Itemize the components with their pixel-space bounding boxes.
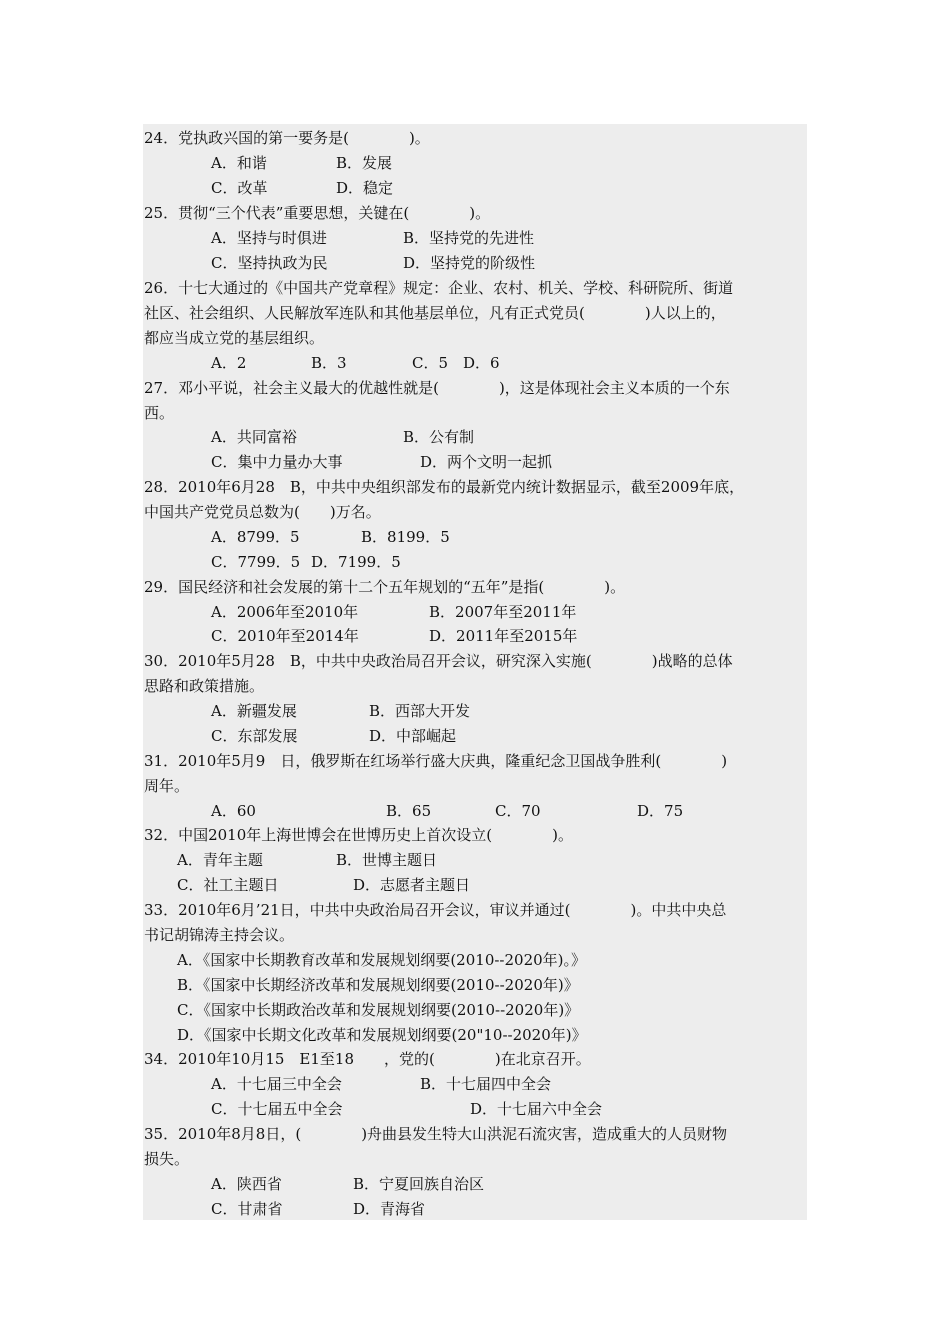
- question-30-option-d: D．中部崛起: [369, 727, 457, 745]
- question-31-option-b: B．65: [386, 802, 432, 820]
- question-33-stem-line-2: 书记胡锦涛主持会议。: [144, 926, 295, 944]
- question-33-option-d: D．《国家中长期文化改革和发展规划纲要(20"10--2020年)》: [177, 1026, 587, 1044]
- question-25-option-b: B．坚持党的先进性: [403, 229, 535, 247]
- question-25-option-d: D．坚持党的阶级性: [403, 254, 536, 272]
- question-27-option-a: A．共同富裕: [211, 428, 297, 446]
- question-27-stem-line-1: 27．邓小平说，社会主义最大的优越性就是( )，这是体现社会主义本质的一个东: [144, 379, 730, 397]
- question-32-option-c: C．社工主题日: [177, 876, 279, 894]
- question-29-option-c: C．2010年至2014年: [211, 627, 359, 645]
- question-33-option-b: B．《国家中长期经济改革和发展规划纲要(2010--2020年)》: [177, 976, 579, 994]
- question-29-option-b: B．2007年至2011年: [429, 603, 577, 621]
- question-35-option-d: D．青海省: [353, 1200, 426, 1218]
- question-34-stem: 34．2010年10月15 E1至18 ，党的( )在北京召开。: [144, 1050, 591, 1068]
- question-29-stem: 29．国民经济和社会发展的第十二个五年规划的“五年”是指( )。: [144, 578, 626, 596]
- question-24-option-d: D．稳定: [336, 179, 394, 197]
- question-27-option-d: D．两个文明一起抓: [420, 453, 553, 471]
- question-27-stem-line-2: 西。: [144, 404, 175, 422]
- question-26-stem-line-1: 26．十七大通过的《中国共产党章程》规定：企业、农村、机关、学校、科研院所、街道: [144, 279, 734, 297]
- question-31-stem-line-1: 31．2010年5月9 日，俄罗斯在红场举行盛大庆典，隆重纪念卫国战争胜利( ): [144, 752, 728, 770]
- question-35-stem-line-2: 损失。: [144, 1150, 190, 1168]
- question-28-option-a: A．8799．5: [211, 528, 300, 546]
- question-35-option-a: A．陕西省: [211, 1175, 282, 1193]
- question-32-stem: 32．中国2010年上海世博会在世博历史上首次设立( )。: [144, 826, 573, 844]
- question-30-stem-line-1: 30．2010年5月28 B，中共中央政治局召开会议，研究深入实施( )战略的总体: [144, 652, 733, 670]
- question-34-option-c: C．十七届五中全会: [211, 1100, 343, 1118]
- question-35-option-c: C．甘肃省: [211, 1200, 283, 1218]
- question-35-option-b: B．宁夏回族自治区: [353, 1175, 485, 1193]
- question-25-stem: 25．贯彻“三个代表”重要思想，关键在( )。: [144, 204, 491, 222]
- question-28-stem-line-1: 28．2010年6月28 B，中共中央组织部发布的最新党内统计数据显示，截至2009年底，: [144, 478, 745, 496]
- question-30-stem-line-2: 思路和政策措施。: [144, 677, 265, 695]
- question-33-option-a: A．《国家中长期教育改革和发展规划纲要(2010--2020年)。》: [177, 951, 587, 969]
- question-33-option-c: C．《国家中长期政治改革和发展规划纲要(2010--2020年)》: [177, 1001, 580, 1019]
- question-24-option-c: C．改革: [211, 179, 268, 197]
- question-35-stem-line-1: 35．2010年8月8日，( )舟曲县发生特大山洪泥石流灾害，造成重大的人员财物: [144, 1125, 728, 1143]
- question-24-stem: 24．党执政兴国的第一要务是( )。: [144, 129, 430, 147]
- question-26-option-c: C．5: [412, 354, 449, 372]
- question-32-option-b: B．世博主题日: [336, 851, 438, 869]
- question-28-option-c: C．7799．5: [211, 553, 301, 571]
- question-32-option-a: A．青年主题: [177, 851, 263, 869]
- question-31-option-d: D．75: [637, 802, 684, 820]
- question-31-option-a: A．60: [211, 802, 256, 820]
- question-26-option-d: D．6: [463, 354, 500, 372]
- question-32-option-d: D．志愿者主题日: [353, 876, 471, 894]
- question-27-option-b: B．公有制: [403, 428, 475, 446]
- question-26-stem-line-3: 都应当成立党的基层组织。: [144, 329, 325, 347]
- question-25-option-c: C．坚持执政为民: [211, 254, 328, 272]
- question-25-option-a: A．坚持与时俱进: [211, 229, 327, 247]
- question-31-option-c: C．70: [495, 802, 541, 820]
- question-24-option-a: A．和谐: [211, 154, 267, 172]
- question-34-option-b: B．十七届四中全会: [420, 1075, 552, 1093]
- question-28-stem-line-2: 中国共产党党员总数为( )万名。: [144, 503, 381, 521]
- question-24-option-b: B．发展: [336, 154, 393, 172]
- question-29-option-d: D．2011年至2015年: [429, 627, 578, 645]
- question-27-option-c: C．集中力量办大事: [211, 453, 343, 471]
- question-28-option-b: B．8199．5: [361, 528, 450, 546]
- question-34-option-a: A．十七届三中全会: [211, 1075, 342, 1093]
- question-30-option-b: B．西部大开发: [369, 702, 471, 720]
- question-34-option-d: D．十七届六中全会: [470, 1100, 603, 1118]
- question-30-option-c: C．东部发展: [211, 727, 298, 745]
- question-30-option-a: A．新疆发展: [211, 702, 297, 720]
- question-26-stem-line-2: 社区、社会组织、人民解放军连队和其他基层单位，凡有正式党员( )人以上的，: [144, 304, 726, 322]
- question-28-option-d: D．7199．5: [311, 553, 401, 571]
- question-26-option-b: B．3: [311, 354, 347, 372]
- question-31-stem-line-2: 周年。: [144, 777, 190, 795]
- question-26-option-a: A．2: [211, 354, 247, 372]
- question-33-stem-line-1: 33．2010年6月’21日，中共中央政治局召开会议，审议并通过( )。中共中央总: [144, 901, 727, 919]
- question-29-option-a: A．2006年至2010年: [211, 603, 359, 621]
